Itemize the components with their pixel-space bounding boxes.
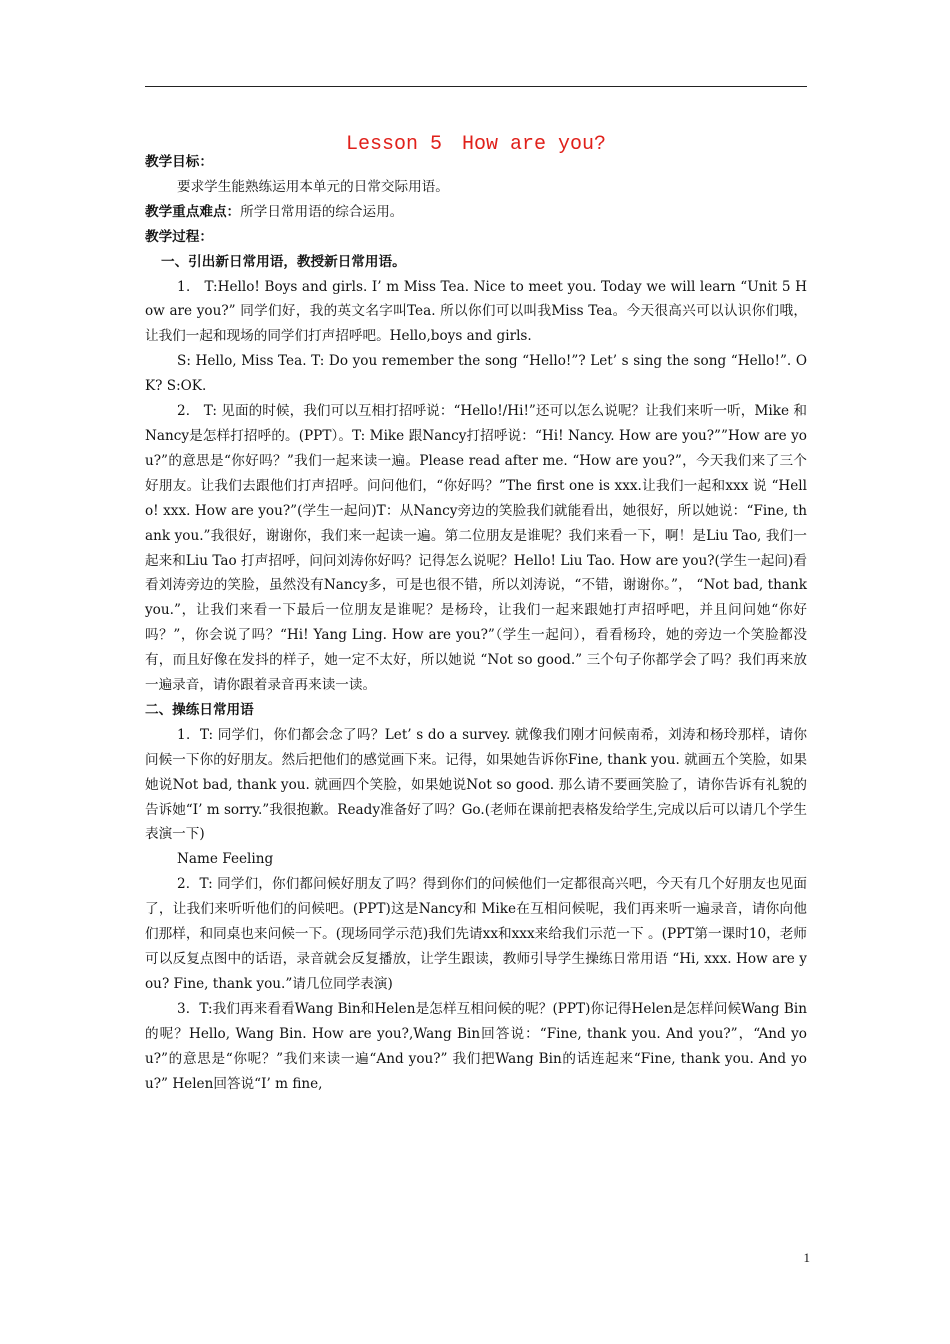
key-points-line [145, 200, 807, 225]
page-title: Lesson 5 How are you? [345, 133, 607, 156]
key-points-text: 所学日常用语的综合运用。 [240, 203, 404, 220]
paragraph-4: 1．T: 同学们，你们都会念了吗？Let’ s do a survey. 就像我们刚才问候南希，刘涛和杨玲那样，请你问候一下你的好朋友。然后把他们的感觉画下来。记得，如果她告诉你Fine, thank you. 就画五个笑脸，如果她说Not bad, thank you. 就画四个笑脸，如果她说Not so good. 那么请不要画笑脸了，请你告诉有礼貌的告诉她“I’ m sorry.”我很抱歉。Ready准备好了吗？Go.(老师在课前把表格发给学生,完成以后可以请几个学生表演一下) [145, 726, 807, 843]
paragraph-1: 1． T:Hello! Boys and girls. I’ m Miss Tea. Nice to meet you. Today we will learn “Unit 5 How are you?” 同学们好，我的英文名字叫Tea. 所以你们可以叫我Miss Tea。今天很高兴可以认识你们哦，让我们一起和现场的同学们打声招呼吧。Hello,boys and girls. [145, 278, 807, 345]
paragraph-2: S: Hello, Miss Tea. T: Do you remember the song “Hello!”? Let’ s sing the song “Hello!”. OK? S:OK. [145, 353, 807, 395]
part2-heading: 二、操练日常用语 [145, 701, 254, 718]
page-number: 1 [803, 1250, 810, 1265]
goal-text: 要求学生能熟练运用本单元的日常交际用语。 [177, 178, 449, 195]
process-label: 教学过程： [145, 228, 213, 245]
header-rule [145, 86, 807, 87]
paragraph-5: Name Feeling [177, 851, 274, 868]
part1-heading: 一、引出新日常用语，教授新日常用语。 [161, 253, 406, 270]
paragraph-7: 3．T:我们再来看看Wang Bin和Helen是怎样互相问候的呢？(PPT)你记得Helen是怎样问候Wang Bin的呢？Hello, Wang Bin. How are you?,Wang Bin回答说：“Fine, thank you. And you?”，“And you?”的意思是“你呢？”我们来读一遍“And you?” 我们把Wang Bin的话连起来“Fine, thank you. And you?” Helen回答说“I’ m fine, [145, 1000, 807, 1092]
goal-label: 教学目标： [145, 154, 213, 170]
paragraph-6: 2．T: 同学们，你们都问候好朋友了吗？得到你们的问候他们一定都很高兴吧，今天有几个好朋友也见面了，让我们来听听他们的问候吧。(PPT)这是Nancy和 Mike在互相问候呢，我们再来听一遍录音，请你向他们那样，和同桌也来问候一下。(现场同学示范)我们先请xx和xxx来给我们示范一下 。(PPT第一课时10，老师可以反复点图中的话语，录音就会反复播放，让学生跟读，教师引导学生操练日常用语 “Hi, xxx. How are you? Fine, thank you.”请几位同学表演) [145, 876, 807, 992]
paragraph-3: 2． T: 见面的时候，我们可以互相打招呼说：“Hello!/Hi!”还可以怎么说呢？让我们来听一听，Mike 和Nancy是怎样打招呼的。(PPT）。T: Mike 跟Nancy打招呼说：“Hi! Nancy. How are you?””How are you?”的意思是“你好吗？”我们一起来读一遍。Please read after me. “How are you?”，今天我们来了三个好朋友。让我们去跟他们打声招呼。问问他们，“你好吗？”The first one is xxx.让我们一起和xxx 说 “Hello! xxx. How are you?”(学生一起问)T：从Nancy旁边的笑脸我们就能看出，她很好，所以她说：“Fine, thank you.”我很好，谢谢你，我们来一起读一遍。第二位朋友是谁呢？我们来看一下，啊！是Liu Tao, 我们一起来和Liu Tao 打声招呼，问问刘涛你好吗？记得怎么说呢？Hello! Liu Tao. How are you?(学生一起问)看看刘涛旁边的笑脸，虽然没有Nancy多，可是也很不错，所以刘涛说，“不错，谢谢你。”， “Not bad, thank you.”，让我们来看一下最后一位朋友是谁呢？是杨玲，让我们一起来跟她打声招呼吧，并且问问她“你好吗？”，你会说了吗？“Hi! Yang Ling. How are you?”（学生一起问），看看杨玲，她的旁边一个笑脸都没有，而且好像在发抖的样子，她一定不太好，所以她说 “Not so good.” 三个句子你都学会了吗？我们再来放一遍录音，请你跟着录音再来读一读。 [145, 403, 807, 694]
document-body [145, 150, 807, 1096]
key-points-label: 教学重点难点： [145, 203, 241, 220]
